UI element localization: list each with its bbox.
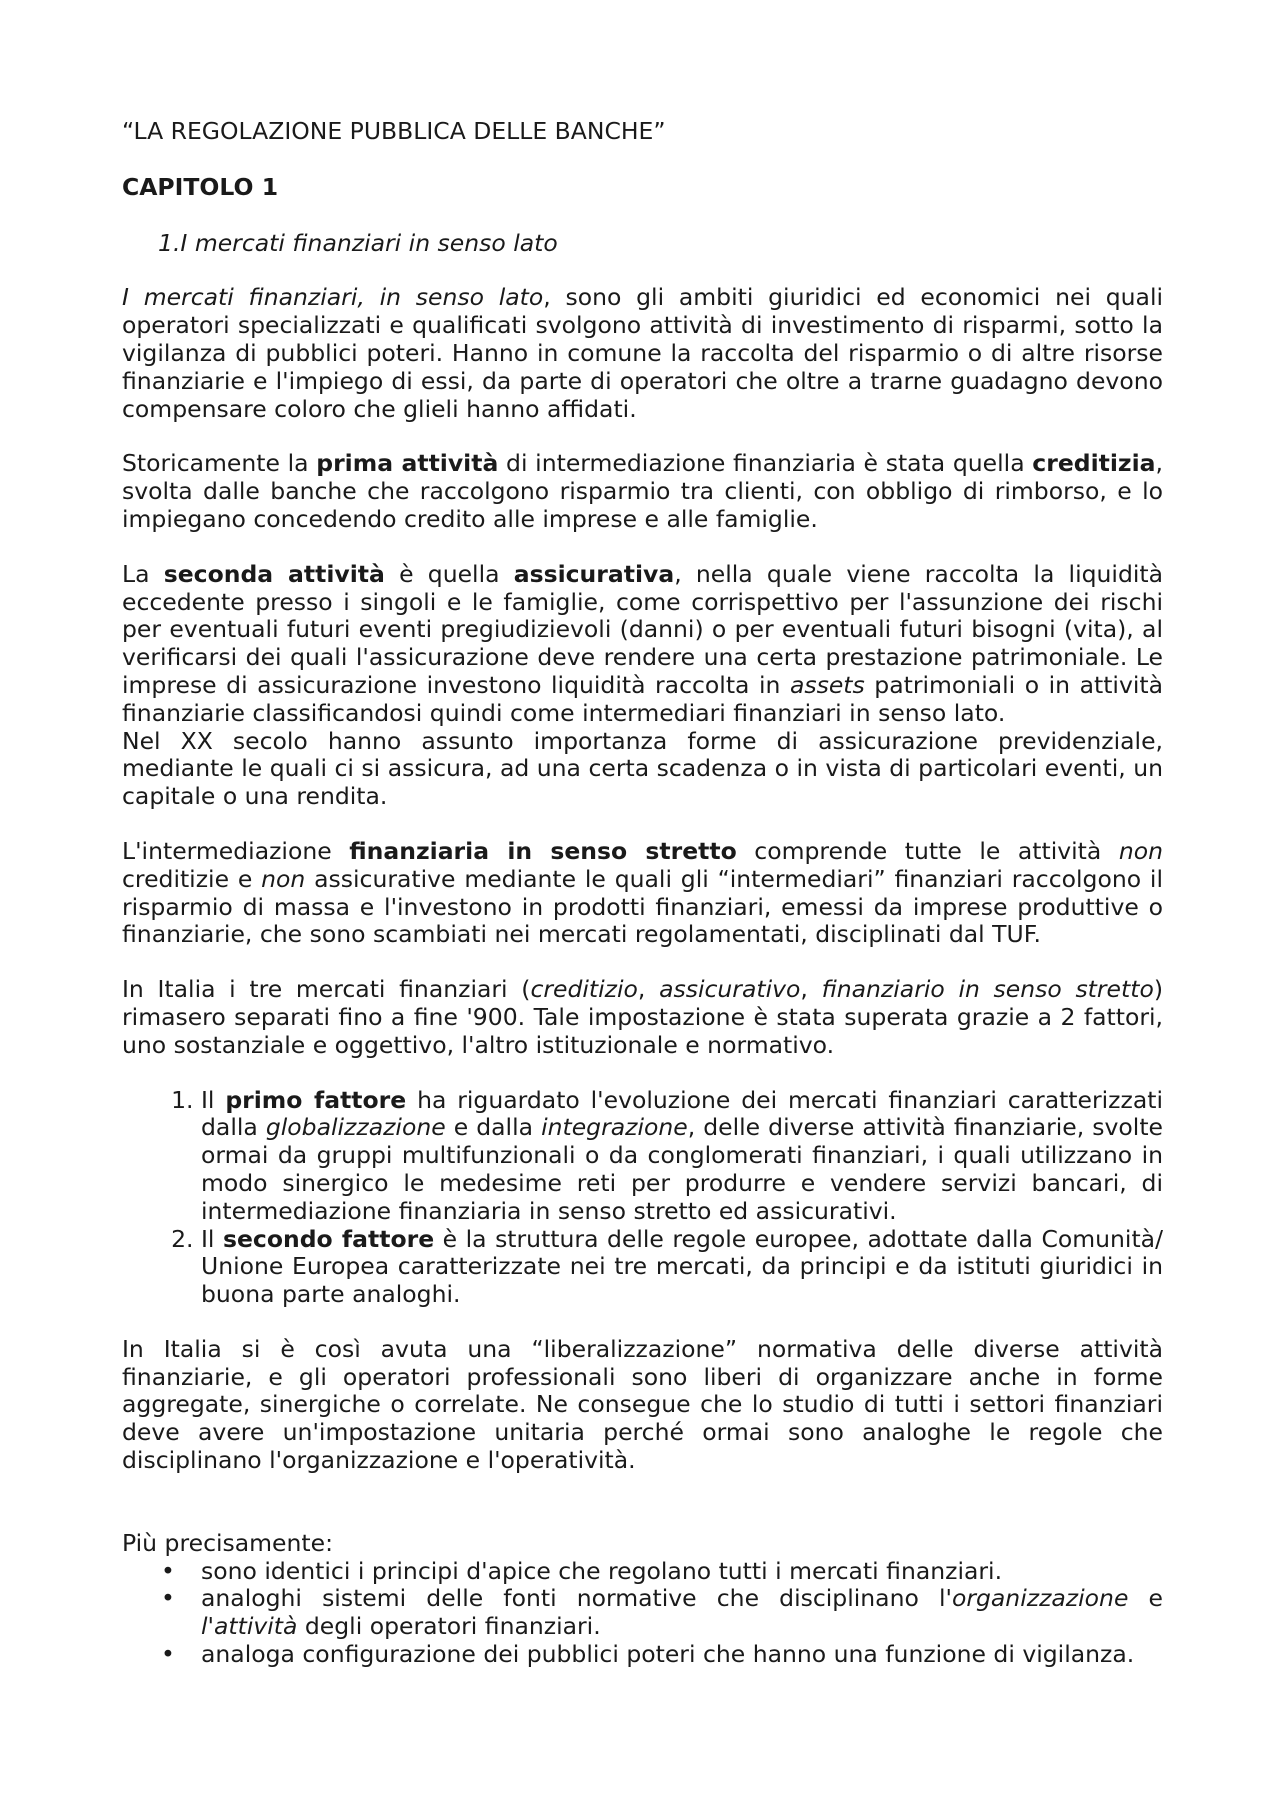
list-item-text-bold: primo fattore bbox=[225, 1085, 407, 1114]
paragraph-text-bold: assicurativa bbox=[513, 559, 675, 588]
list-item-text: analoghi sistemi delle fonti normative che disciplinano l' bbox=[201, 1584, 952, 1613]
paragraph-text: assicurative mediante le quali gli “intermediari” finanziari raccolgono il risparmio di massa e l'investono in prodotti finanziari, emessi da imprese produttive o finanziarie, che sono scambiati nei mercati regolamentati, disciplinati dal TUF. bbox=[122, 864, 1163, 949]
paragraph-text: , nella quale viene raccolta la liquidità eccedente presso i singoli e le famiglie, come corrispettivo per l'assunzione dei rischi per eventuali futuri eventi pregiudizievoli (danni) o per eventuali futuri bisogni (vita), al verificarsi dei quali l'assicurazione deve rendere una certa prestazione patrimoniale. Le imprese di assicurazione investono liquidità raccolta in bbox=[122, 559, 1164, 699]
list-item-text: sono identici i principi d'apice che regolano tutti i mercati finanziari. bbox=[201, 1556, 1003, 1585]
document-page bbox=[122, 118, 1163, 1669]
paragraph-text: In Italia i tre mercati finanziari ( bbox=[122, 975, 531, 1004]
paragraph-text: Storicamente la bbox=[122, 449, 317, 478]
paragraph-strict-intermediation bbox=[122, 838, 1163, 949]
spacer bbox=[122, 1475, 1163, 1530]
paragraph-text: , sono gli ambiti giuridici ed economici nei quali operatori specializzati e qualificati svolgono attività di investimento di risparmi, sotto la vigilanza di pubblici poteri. Hanno in comune la raccolta del risparmio o di altre risorse finanziarie e l'impiego di essi, da parte di operatori che oltre a trarne guadagno devono compensare coloro che glieli hanno affidati. bbox=[122, 283, 1164, 423]
paragraph-xx-century: Nel XX secolo hanno assunto importanza forme di assicurazione previdenziale, mediante le quali ci si assicura, ad una certa scadenza o in vista di particolari eventi, un capitale o una rendita. bbox=[122, 726, 1163, 811]
list-item-text-italic: globalizzazione bbox=[265, 1113, 446, 1142]
list-item bbox=[161, 1584, 1163, 1641]
list-item-text: ha riguardato l'evoluzione dei mercati finanziari caratterizzati dalla bbox=[201, 1085, 1163, 1142]
list-item-text-bold: secondo fattore bbox=[222, 1224, 435, 1253]
paragraph-text: La bbox=[122, 559, 164, 588]
chapter-heading: CAPITOLO 1 bbox=[122, 172, 279, 201]
paragraph-text: è quella bbox=[384, 559, 514, 588]
paragraph-text-italic: assets bbox=[789, 670, 865, 699]
paragraph-text-italic: I mercati finanziari, in senso lato bbox=[122, 283, 544, 312]
paragraph-text: di intermediazione finanziaria è stata quella bbox=[498, 449, 1033, 478]
list-item-text-italic: l'attività bbox=[201, 1612, 298, 1641]
paragraph-text: ) rimasero separati fino a fine '900. Tale impostazione è stata superata grazie a 2 fattori, uno sostanziale e oggettivo, l'altro istituzionale e normativo. bbox=[122, 975, 1163, 1059]
paragraph-text: patrimoniali o in attività finanziarie classificandosi quindi come intermediari finanziari in senso lato. bbox=[122, 670, 1164, 727]
paragraph-text: , bbox=[800, 975, 822, 1004]
list-item-text: e bbox=[1128, 1584, 1163, 1613]
list-item bbox=[161, 1640, 1163, 1669]
paragraph-definition bbox=[122, 284, 1163, 423]
bullet-icon: • bbox=[161, 1640, 175, 1669]
bullet-icon: • bbox=[161, 1556, 175, 1585]
paragraph-text-italic: non bbox=[1118, 836, 1163, 865]
paragraph-text: L'intermediazione bbox=[122, 836, 350, 865]
paragraph-second-activity bbox=[122, 561, 1163, 728]
list-item-text: degli operatori finanziari. bbox=[297, 1612, 601, 1641]
list-item bbox=[161, 1556, 1163, 1586]
paragraph-first-activity bbox=[122, 450, 1163, 533]
paragraph-precisely: Più precisamente: bbox=[122, 1528, 333, 1557]
paragraph-text: comprende tutte le attività bbox=[736, 836, 1119, 865]
paragraph-text: , bbox=[637, 975, 660, 1004]
list-item-text-italic: integrazione bbox=[541, 1113, 688, 1142]
paragraph-text: creditizie e bbox=[122, 864, 262, 893]
paragraph-text: , svolta dalle banche che raccolgono risparmio tra clienti, con obbligo di rimborso, e lo impiegano concedendo credito alle imprese e alle famiglie. bbox=[122, 449, 1163, 533]
list-item bbox=[201, 1087, 1163, 1226]
paragraph-text-italic: assicurativo bbox=[659, 975, 801, 1004]
paragraph-text-bold: creditizia bbox=[1032, 449, 1156, 478]
section-heading: 1.I mercati finanziari in senso lato bbox=[158, 228, 558, 257]
list-item-text-italic: organizzazione bbox=[951, 1584, 1129, 1613]
paragraph-italy-markets bbox=[122, 976, 1163, 1059]
paragraph-text-bold: prima attività bbox=[316, 449, 499, 478]
list-item-text: Il bbox=[201, 1085, 226, 1114]
document-title: “LA REGOLAZIONE PUBBLICA DELLE BANCHE” bbox=[122, 117, 666, 145]
paragraph-text-italic: finanziario in senso stretto bbox=[821, 975, 1154, 1004]
bullet-icon: • bbox=[161, 1584, 175, 1613]
list-item-text: e dalla bbox=[445, 1113, 542, 1142]
paragraph-liberalization: In Italia si è così avuta una “liberalizzazione” normativa delle diverse attività finanziarie, e gli operatori professionali sono liberi di organizzare anche in forme aggregate, sinergiche o correlate. Ne consegue che lo studio di tutti i settori finanziari deve avere un'impostazione unitaria perché ormai sono analoghe le regole che disciplinano l'organizzazione e l'operatività. bbox=[122, 1334, 1163, 1475]
bullet-list bbox=[122, 1558, 1163, 1669]
list-item-text: analoga configurazione dei pubblici poteri che hanno una funzione di vigilanza. bbox=[201, 1640, 1135, 1669]
list-item-text: , delle diverse attività finanziarie, svolte ormai da gruppi multifunzionali o da conglomerati finanziari, i quali utilizzano in modo sinergico le medesime reti per produrre e vendere servizi bancari, di intermediazione finanziaria in senso stretto ed assicurativi. bbox=[201, 1113, 1163, 1225]
factors-list bbox=[122, 1087, 1163, 1309]
paragraph-text-bold: finanziaria in senso stretto bbox=[349, 836, 737, 865]
list-item-text: è la struttura delle regole europee, adottate dalla Comunità/ Unione Europea caratterizzate nei tre mercati, da principi e da istituti giuridici in buona parte analoghi. bbox=[201, 1224, 1163, 1309]
list-item-text: Il bbox=[201, 1224, 223, 1253]
paragraph-text-italic: creditizio bbox=[530, 975, 638, 1004]
paragraph-text-italic: non bbox=[261, 864, 306, 893]
list-item bbox=[201, 1226, 1163, 1309]
paragraph-text-bold: seconda attività bbox=[163, 559, 385, 588]
